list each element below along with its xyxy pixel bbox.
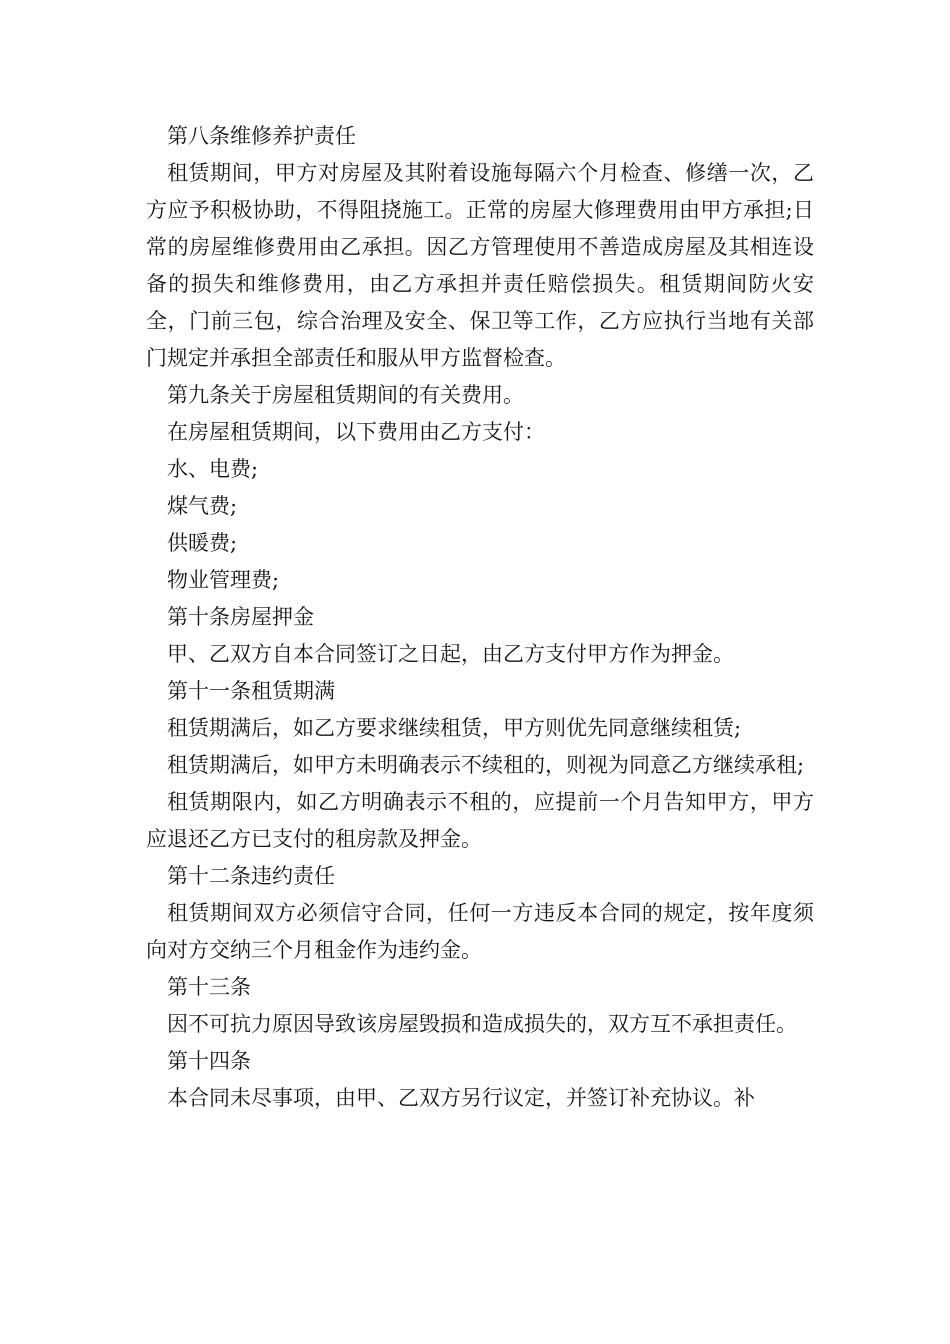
article-10-heading: 第十条房屋押金 <box>167 605 314 629</box>
article-14-text: 本合同未尽事项，由甲、乙双方另行议定，并签订补充协议。补 <box>167 1086 755 1110</box>
article-14-heading: 第十四条 <box>167 1049 251 1073</box>
article-11-heading: 第十一条租赁期满 <box>167 679 335 703</box>
article-11-clause-3: 租赁期限内，如乙方明确表示不租的，应提前一个月告知甲方，甲方应退还乙方已支付的租房款及押金。 <box>146 790 814 851</box>
article-12-text: 租赁期间双方必须信守合同，任何一方违反本合同的规定，按年度须向对方交纳三个月租金作为违约金。 <box>146 901 814 962</box>
article-10-text: 甲、乙双方自本合同签订之日起，由乙方支付甲方作为押金。 <box>167 642 734 666</box>
fee-item-utilities: 水、电费; <box>167 457 259 481</box>
article-13-heading: 第十三条 <box>167 975 251 999</box>
article-12-heading: 第十二条违约责任 <box>167 864 335 888</box>
fee-item-property-management: 物业管理费; <box>167 568 280 592</box>
article-11-clause-1: 租赁期满后，如乙方要求继续租赁，甲方则优先同意继续租赁; <box>167 716 742 740</box>
contract-body <box>146 118 814 1117</box>
article-13-text: 因不可抗力原因导致该房屋毁损和造成损失的，双方互不承担责任。 <box>167 1012 797 1036</box>
fee-item-gas: 煤气费; <box>167 494 238 518</box>
article-9-text: 在房屋租赁期间，以下费用由乙方支付： <box>167 420 545 444</box>
article-8-text: 租赁期间，甲方对房屋及其附着设施每隔六个月检查、修缮一次，乙方应予积极协助，不得阻挠施工。正常的房屋大修理费用由甲方承担;日常的房屋维修费用由乙承担。因乙方管理使用不善造成房屋及其相连设备的损失和维修费用，由乙方承担并责任赔偿损失。租赁期间防火安全，门前三包，综合治理及安全、保卫等工作，乙方应执行当地有关部门规定并承担全部责任和服从甲方监督检查。 <box>146 161 814 370</box>
fee-item-heating: 供暖费; <box>167 531 238 555</box>
article-9-heading: 第九条关于房屋租赁期间的有关费用。 <box>167 383 524 407</box>
article-11-clause-2: 租赁期满后，如甲方未明确表示不续租的，则视为同意乙方继续承租; <box>167 753 805 777</box>
article-8-heading: 第八条维修养护责任 <box>167 124 356 148</box>
